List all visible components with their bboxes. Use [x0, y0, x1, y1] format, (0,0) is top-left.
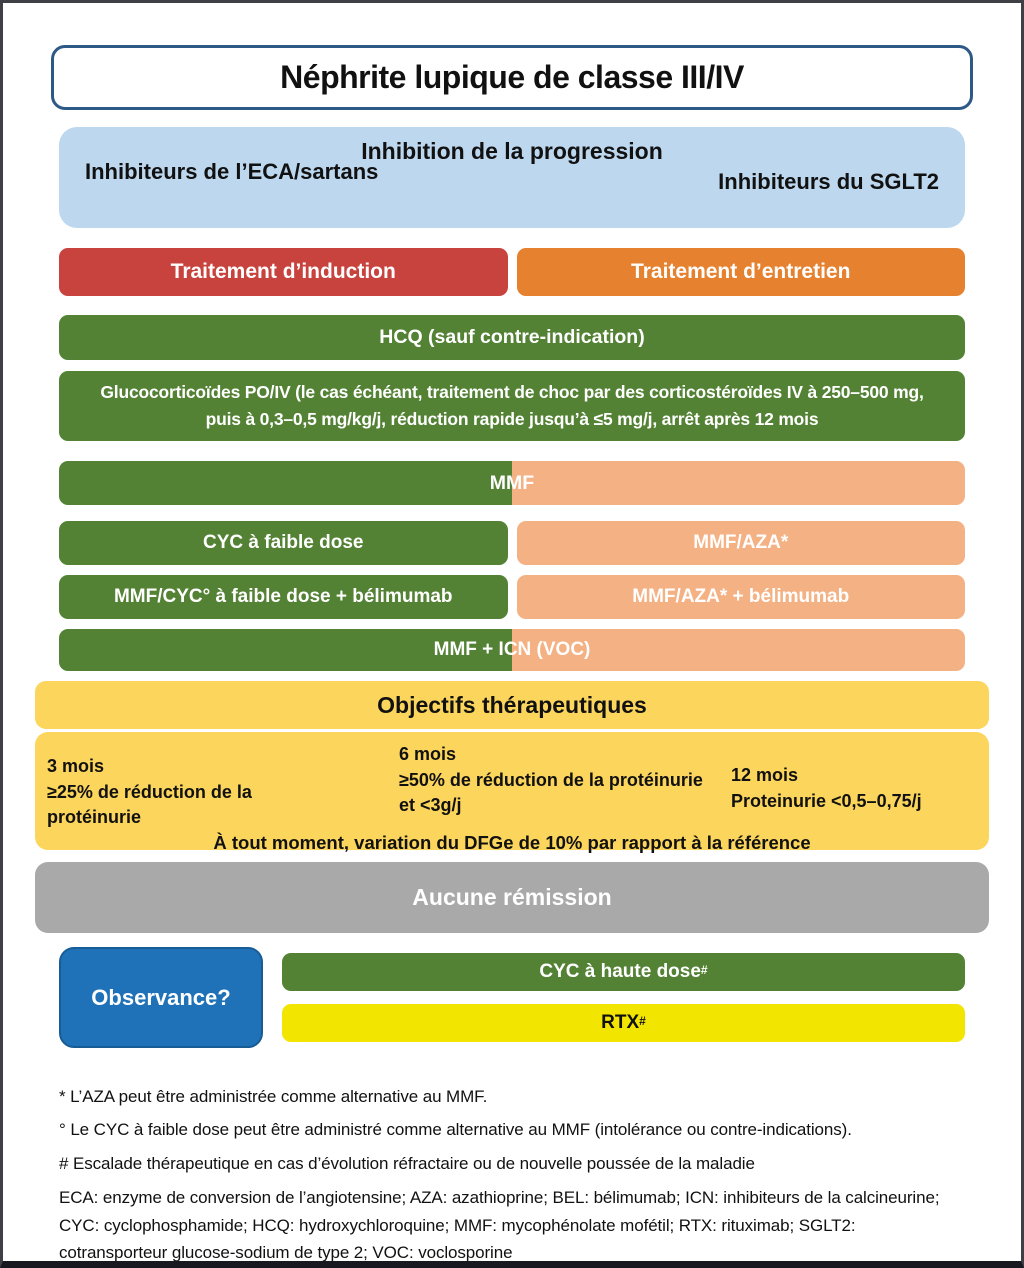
maintenance-phase-header: Traitement d’entretien [517, 248, 966, 296]
cyc-high-dose-bar: CYC à haute dose # [282, 953, 965, 991]
page-title: Néphrite lupique de classe III/IV [280, 59, 744, 95]
milestone-3-months [47, 742, 347, 831]
progression-title: Inhibition de la progression [361, 138, 663, 164]
no-remission-bar: Aucune rémission [35, 862, 989, 933]
mmf-icn-bar: MMF + ICN (VOC) [59, 629, 965, 671]
mmf-bar: MMF [59, 461, 965, 505]
footnotes [59, 1084, 965, 1267]
cyc-low-dose-bar: CYC à faible dose [59, 521, 508, 565]
title-box [51, 45, 973, 110]
ace-inhibitors-label: Inhibiteurs de l’ECA/sartans [85, 159, 379, 184]
milestone-time: 6 mois [399, 744, 457, 764]
progression-inhibition-box [59, 127, 965, 228]
milestone-12-months [731, 742, 977, 831]
cyc-high-dose-label: CYC à haute dose [539, 961, 701, 982]
escalation-options [282, 947, 965, 1048]
mmf-aza-belimumab-bar: MMF/AZA* + bélimumab [517, 575, 966, 619]
escalation-section [59, 947, 965, 1048]
objectives-grid [47, 742, 977, 831]
treatment-row-2 [59, 575, 965, 619]
milestone-6-months [399, 742, 719, 831]
mmf-aza-bar: MMF/AZA* [517, 521, 966, 565]
mmf-cyc-belimumab-bar: MMF/CYC° à faible dose + bélimumab [59, 575, 508, 619]
objectives-header: Objectifs thérapeutiques [35, 681, 989, 729]
objectives-anytime-note: À tout moment, variation du DFGe de 10% par rapport à la référence [213, 831, 811, 853]
induction-phase-header: Traitement d’induction [59, 248, 508, 296]
footnote-hash: # Escalade thérapeutique en cas d’évolution réfractaire ou de nouvelle poussée de la maladie [59, 1153, 755, 1173]
treatment-row-1 [59, 521, 965, 565]
footnote-asterisk: * L’AZA peut être administrée comme alternative au MMF. [59, 1087, 488, 1106]
milestone-goal: ≥25% de réduction de la protéinurie [47, 781, 252, 828]
sglt2-inhibitors-label: Inhibiteurs du SGLT2 [718, 169, 939, 194]
rtx-label: RTX [601, 1012, 640, 1033]
milestone-goal: Proteinurie <0,5–0,75/j [731, 790, 922, 811]
hcq-bar: HCQ (sauf contre-indication) [59, 315, 965, 360]
glucocorticoids-bar [59, 371, 965, 441]
phase-header-row [59, 248, 965, 296]
milestone-goal: ≥50% de réduction de la protéinurie et <3g/j [399, 769, 703, 816]
milestone-time: 12 mois [731, 765, 799, 785]
rtx-bar: RTX # [282, 1004, 965, 1042]
objectives-body [35, 732, 989, 853]
milestone-time: 3 mois [47, 756, 105, 776]
observance-box: Observance? [59, 947, 263, 1048]
glucocorticoids-line1: Glucocorticoïdes PO/IV (le cas échéant, traitement de choc par des corticostéroïdes IV à 250–500 mg, [100, 381, 924, 402]
footnote-degree: ° Le CYC à faible dose peut être administré comme alternative au MMF (intolérance ou contre-indications). [59, 1120, 852, 1140]
glucocorticoids-line2: puis à 0,3–0,5 mg/kg/j, réduction rapide jusqu’à ≤5 mg/j, arrêt après 12 mois [205, 409, 819, 429]
abbreviations-legend: ECA: enzyme de conversion de l’angiotensine; AZA: azathioprine; BEL: bélimumab; ICN: inhibiteurs de la calcineurine; CYC: cyclophosphamide; HCQ: hydroxychloroquine; MMF: mycophénolate mofétil; RTX: rituximab; SGLT2: cotransporteur glucose-sodium de type 2; VOC: voclosporine [59, 1188, 940, 1263]
